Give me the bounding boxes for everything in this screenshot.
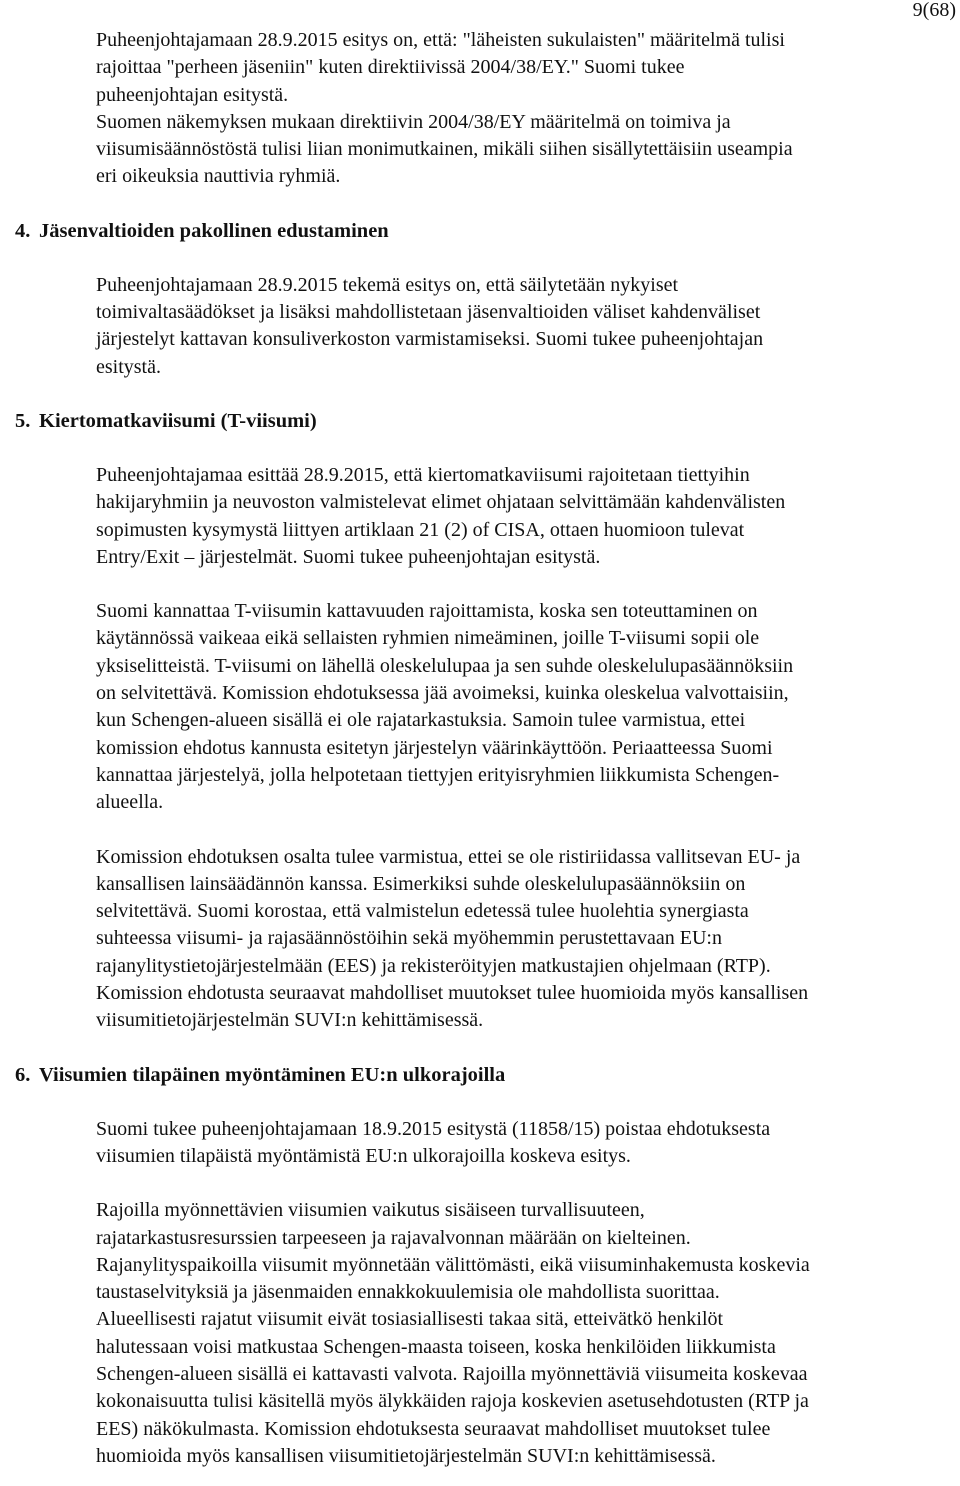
text-line: kokonaisuutta tulisi käsitellä myös älykkäiden rajoja koskevien asetusehdotusten (RTP ja bbox=[96, 1390, 809, 1413]
section-title: Jäsenvaltioiden pakollinen edustaminen bbox=[39, 219, 389, 242]
section-number: 5. bbox=[15, 409, 31, 432]
document-body bbox=[15, 27, 958, 1470]
text-line: käytännössä vaikeaa eikä sellaisten ryhmien nimeäminen, joille T-viisumi sopii ole bbox=[96, 627, 760, 650]
text-line: kun Schengen-alueen sisällä ei ole rajatarkastuksia. Samoin tulee varmistua, ettei bbox=[96, 709, 746, 732]
text-line: Komission ehdotuksen osalta tulee varmistua, ettei se ole ristiriidassa vallitsevan EU- ja bbox=[96, 845, 801, 868]
text-line: EES) näkökulmasta. Komission ehdotuksesta seuraavat mahdolliset muutokset tulee bbox=[96, 1417, 771, 1440]
text-line: hakijaryhmiin ja neuvoston valmistelevat elimet ohjataan selvittämään kahdenvälisten bbox=[96, 491, 786, 514]
page-number: 9(68) bbox=[912, 0, 956, 21]
text-line: yksiselitteistä. T-viisumi on lähellä oleskelulupaa ja sen suhde oleskelulupasäännöksiin bbox=[96, 654, 794, 677]
text-line: Suomi kannattaa T-viisumin kattavuuden rajoittamista, koska sen toteuttaminen on bbox=[96, 600, 758, 623]
section-title: Kiertomatkaviisumi (T-viisumi) bbox=[39, 409, 317, 432]
text-line: Puheenjohtajamaan 28.9.2015 esitys on, että: "läheisten sukulaisten" määritelmä tulisi bbox=[96, 29, 785, 51]
paragraph-representation bbox=[96, 272, 958, 381]
text-line: Puheenjohtajamaa esittää 28.9.2015, että kiertomatkaviisumi rajoitetaan tiettyihin bbox=[96, 463, 750, 486]
text-line: sopimusten kysymystä liittyen artiklaan 21 (2) of CISA, ottaen huomioon tulevat bbox=[96, 518, 745, 541]
text-line: Puheenjohtajamaan 28.9.2015 tekemä esitys on, että säilytetään nykyiset bbox=[96, 273, 679, 296]
text-line: järjestelyt kattavan konsuliverkoston varmistamiseksi. Suomi tukee puheenjohtajan bbox=[96, 328, 764, 351]
text-line: selvitettävä. Suomi korostaa, että valmistelun edetessä tulee huolehtia synergiasta bbox=[96, 900, 749, 923]
paragraph-commission-proposal bbox=[96, 844, 958, 1035]
section-number: 4. bbox=[15, 219, 31, 242]
text-line: Suomen näkemyksen mukaan direktiivin 2004/38/EY määritelmä on toimiva ja bbox=[96, 110, 731, 133]
text-line: Suomi tukee puheenjohtajamaan 18.9.2015 esitystä (11858/15) poistaa ehdotuksesta bbox=[96, 1117, 771, 1140]
paragraph-touring-visa-proposal bbox=[96, 462, 958, 571]
text-line: on selvitettävä. Komission ehdotuksessa jää avoimeksi, kuinka oleskelua valvottaisiin, bbox=[96, 682, 789, 705]
text-line: kansallisen lainsäädännön kanssa. Esimerkiksi suhde oleskelulupasäännöksiin on bbox=[96, 872, 746, 895]
text-line: rajoittaa "perheen jäseniin" kuten direktiivissä 2004/38/EY." Suomi tukee bbox=[96, 56, 685, 79]
text-line: eri oikeuksia nauttivia ryhmiä. bbox=[96, 165, 341, 188]
text-line: viisumien tilapäistä myöntämistä EU:n ulkorajoilla koskeva esitys. bbox=[96, 1144, 631, 1167]
text-line: taustaselvityksiä ja jäsenmaiden ennakkokuulemisia ole mahdollista suorittaa. bbox=[96, 1281, 720, 1304]
text-line: halutessaan voisi matkustaa Schengen-maasta toiseen, koska henkilöiden liikkumista bbox=[96, 1335, 776, 1358]
text-line: rajanylitystietojärjestelmään (EES) ja rekisteröityjen matkustajien ohjelmaan (RTP). bbox=[96, 954, 771, 977]
text-line: Komission ehdotusta seuraavat mahdolliset muutokset tulee huomioida myös kansallisen bbox=[96, 982, 809, 1005]
section-number: 6. bbox=[15, 1063, 31, 1086]
text-line: huomioida myös kansallisen viisumitietojärjestelmän SUVI:n kehittämisessä. bbox=[96, 1444, 716, 1467]
text-line: Rajoilla myönnettävien viisumien vaikutus sisäiseen turvallisuuteen, bbox=[96, 1199, 645, 1222]
text-line: toimivaltasäädökset ja lisäksi mahdollistetaan jäsenvaltioiden väliset kahdenväliset bbox=[96, 301, 761, 324]
paragraph-border-visa-support bbox=[96, 1116, 958, 1171]
text-line: Schengen-alueen sisällä ei kattavasti valvota. Rajoilla myönnettäviä viisumeita koskevaa bbox=[96, 1362, 808, 1385]
paragraph-border-visa-impact bbox=[96, 1197, 958, 1470]
text-line: viisumitietojärjestelmän SUVI:n kehittämisessä. bbox=[96, 1009, 484, 1032]
text-line: kannattaa järjestelyä, jolla helpotetaan tiettyjen erityisryhmien liikkumista Schengen- bbox=[96, 763, 780, 786]
text-line: rajatarkastusresurssien tarpeeseen ja rajavalvonnan määrään on kielteinen. bbox=[96, 1226, 691, 1249]
paragraph-touring-visa-position bbox=[96, 598, 958, 816]
text-line: komission ehdotus kannusta esitetyn järjestelyn väärinkäyttöön. Periaatteessa Suomi bbox=[96, 736, 773, 759]
section-title: Viisumien tilapäinen myöntäminen EU:n ulkorajoilla bbox=[39, 1063, 506, 1086]
text-line: Rajanylityspaikoilla viisumit myönnetään välittömästi, eikä viisuminhakemusta koskevia bbox=[96, 1253, 810, 1276]
text-line: esitystä. bbox=[96, 355, 161, 378]
section-heading-5 bbox=[15, 408, 958, 435]
text-line: Entry/Exit – järjestelmät. Suomi tukee puheenjohtajan esitystä. bbox=[96, 545, 601, 568]
text-line: viisumisäännöstöstä tulisi liian monimutkainen, mikäli siihen sisällytettäisiin useampia bbox=[96, 138, 793, 161]
text-line: alueella. bbox=[96, 791, 164, 814]
text-line: Alueellisesti rajatut viisumit eivät tosiasiallisesti takaa sitä, etteivätkö henkilöt bbox=[96, 1308, 724, 1331]
paragraph-definition bbox=[96, 27, 958, 191]
text-line: suhteessa viisumi- ja rajasäännöstöihin sekä myöhemmin perustettavaan EU:n bbox=[96, 927, 722, 950]
section-heading-4 bbox=[15, 218, 958, 245]
section-heading-6 bbox=[15, 1062, 958, 1089]
text-line: puheenjohtajan esitystä. bbox=[96, 83, 289, 106]
